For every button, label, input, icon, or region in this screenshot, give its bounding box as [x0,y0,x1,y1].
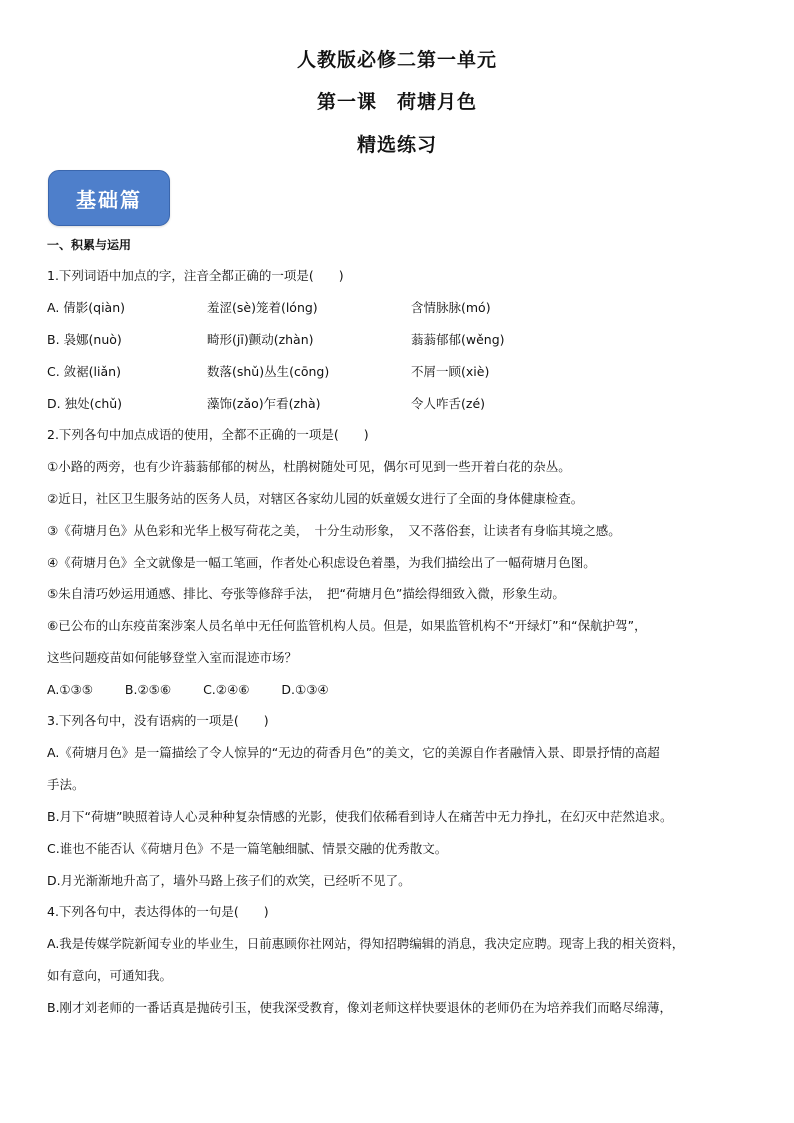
question-2-sentence: ④《荷塘月色》全文就像是一幅工笔画，作者处心积虑设色着墨，为我们描绘出了一幅荷塘月色图。 [47,555,596,570]
question-3-option-c: C.谁也不能否认《荷塘月色》不是一篇笔触细腻、情景交融的优秀散文。 [47,841,448,856]
choice-b: B.②⑤⑥ [124,682,172,697]
option-cell: 含情脉脉(mó) [411,300,491,315]
question-2-sentence: ①小路的两旁，也有少许蓊蓊郁郁的树丛，杜鹃树随处可见，偶尔可见到一些开着白花的杂丛。 [47,459,571,474]
option-cell: D. 独处(chǔ) [47,396,123,411]
question-2-sentence-continued: 这些问题疫苗如何能够登堂入室而混迹市场？ [47,650,298,665]
choice-d: D.①③④ [281,682,329,697]
choice-a: A.①③⑤ [47,682,93,697]
question-3-option-b: B.月下“荷塘”映照着诗人心灵种种复杂情感的光影，使我们依稀看到诗人在痛苦中无力挣扎，在幻灭中茫然追求。 [47,809,673,824]
document-title: 人教版必修二第一单元 [296,49,497,71]
question-1-stem: 1.下列词语中加点的字，注音全都正确的一项是( ) [47,268,344,283]
question-3-stem: 3.下列各句中，没有语病的一项是( ) [47,713,269,728]
question-2-sentence: ②近日，社区卫生服务站的医务人员，对辖区各家幼儿园的妖童媛女进行了全面的身体健康检查。 [47,491,584,506]
section-heading: 一、积累与运用 [47,238,132,252]
question-2-stem: 2.下列各句中加点成语的使用，全都不正确的一项是( ) [47,427,369,442]
question-3-option-a-continued: 手法。 [47,777,85,792]
option-cell: A. 倩影(qiàn) [47,300,126,315]
option-cell: B. 袅娜(nuò) [47,332,122,347]
exercise-subtitle: 精选练习 [356,134,437,156]
question-2-sentence: ⑥已公布的山东疫苗案涉案人员名单中无任何监管机构人员。但是，如果监管机构不“开绿灯”和“保航护驾”， [47,618,647,633]
choice-c: C.②④⑥ [203,682,250,697]
option-cell: 不屑一顾(xiè) [411,364,490,379]
basic-section-badge: 基础篇 [48,170,170,226]
question-3-option-a: A.《荷塘月色》是一篇描绘了令人惊异的“无边的荷香月色”的美文，它的美源自作者融情入景、即景抒情的高超 [47,745,660,760]
question-4-option-a-continued: 如有意向，可通知我。 [47,968,173,983]
option-cell: 数落(shǔ)丛生(cōng) [207,364,330,379]
option-cell: 令人咋舌(zé) [411,396,486,411]
option-cell: 羞涩(sè)笼着(lóng) [207,300,318,315]
question-3-option-d: D.月光渐渐地升高了，墙外马路上孩子们的欢笑，已经听不见了。 [47,873,411,888]
question-2-choices [47,681,357,699]
option-cell: C. 敛裾(liǎn) [47,364,121,379]
question-2-sentence: ⑤朱自清巧妙运用通感、排比、夸张等修辞手法， 把“荷塘月色”描绘得细致入微，形象生动。 [47,586,565,601]
option-cell: 畸形(jī)颤动(zhàn) [207,332,314,347]
option-cell: 藻饰(zǎo)乍看(zhà) [207,396,321,411]
question-2-sentence: ③《荷塘月色》从色彩和光华上极写荷花之美， 十分生动形象， 又不落俗套，让读者有身临其境之感。 [47,523,621,538]
question-4-option-a: A.我是传媒学院新闻专业的毕业生，日前惠顾你社网站，得知招聘编辑的消息，我决定应聘。现寄上我的相关资料， [47,936,685,951]
question-4-stem: 4.下列各句中，表达得体的一句是( ) [47,904,269,919]
option-cell: 蓊蓊郁郁(wěng) [411,332,505,347]
lesson-title: 第一课 荷塘月色 [316,91,477,113]
question-4-option-b: B.刚才刘老师的一番话真是抛砖引玉，使我深受教育，像刘老师这样快要退休的老师仍在为培养我们而略尽绵薄， [47,1000,673,1015]
